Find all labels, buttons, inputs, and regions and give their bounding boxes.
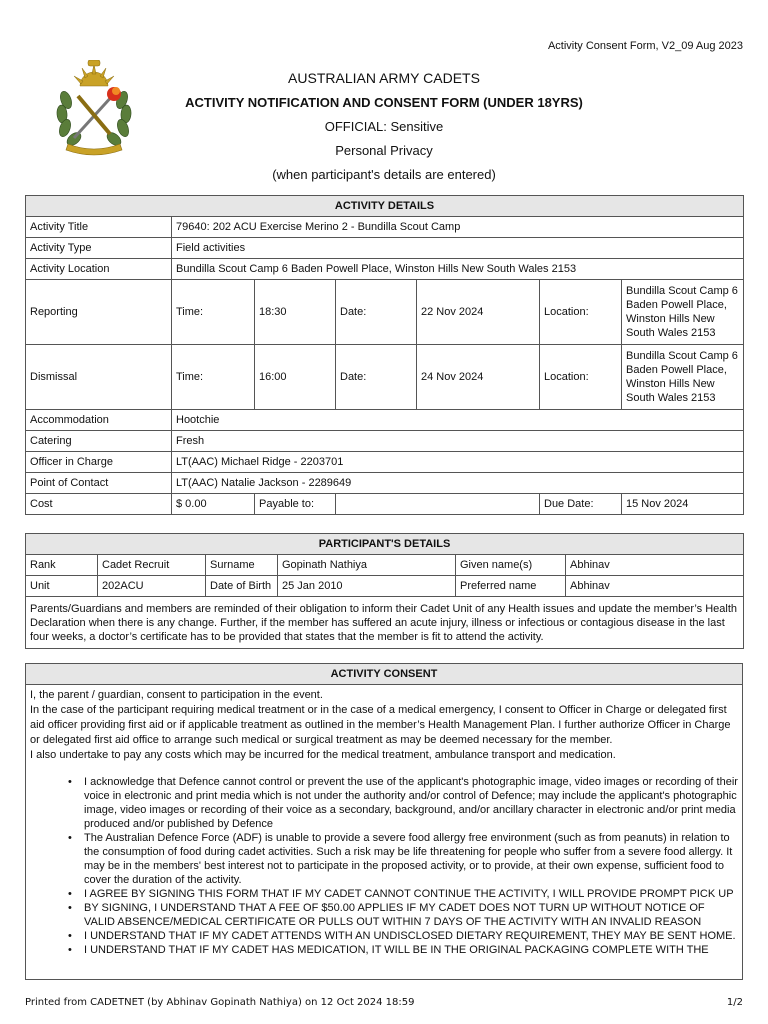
cost-value: $ 0.00 xyxy=(172,494,255,515)
consent-bullet: • I UNDERSTAND THAT IF MY CADET ATTENDS WITH AN UNDISCLOSED DIETARY REQUIREMENT, THEY MAY BE SENT HOME. xyxy=(80,929,738,943)
activity-details-heading: ACTIVITY DETAILS xyxy=(26,196,744,217)
activity-title-label: Activity Title xyxy=(26,217,172,238)
health-declaration-note: Parents/Guardians and members are reminded of their obligation to inform their Cadet Unit of any Health issues and update the member’s Health Declaration when there is any change. Further, if the member has suffered an acute injury, illness or infectious or contagious disease in the last four weeks, a doctor’s certificate has to be provided that states that the member is fit to attend the activity. xyxy=(26,597,744,649)
org-name: AUSTRALIAN ARMY CADETS xyxy=(288,70,480,86)
catering-label: Catering xyxy=(26,431,172,452)
due-date-value: 15 Nov 2024 xyxy=(622,494,744,515)
reporting-location-label: Location: xyxy=(540,280,622,345)
catering-value: Fresh xyxy=(172,431,744,452)
due-date-label: Due Date: xyxy=(540,494,622,515)
dismissal-time-value: 16:00 xyxy=(255,345,336,410)
consent-bullet: • I acknowledge that Defence cannot control or prevent the use of the applicant's photographic image, video images or recording of their voice in electronic and print media which is not under the authority and/or control of Defence; may include the applicant's photographic image, video images or recording of their voice as a secondary, background, and/or ancillary character in electronic and/or print media produced and/or published by Defence xyxy=(80,775,738,831)
form-version: Activity Consent Form, V2_09 Aug 2023 xyxy=(547,40,743,52)
reporting-location-value: Bundilla Scout Camp 6 Baden Powell Place, Winston Hills New South Wales 2153 xyxy=(622,280,744,345)
dismissal-location-label: Location: xyxy=(540,345,622,410)
dismissal-date-label: Date: xyxy=(336,345,417,410)
dismissal-time-label: Time: xyxy=(172,345,255,410)
preferred-name-label: Preferred name xyxy=(456,576,566,597)
officer-in-charge-value: LT(AAC) Michael Ridge - 2203701 xyxy=(172,452,744,473)
dismissal-label: Dismissal xyxy=(26,345,172,410)
reporting-label: Reporting xyxy=(26,280,172,345)
consent-paragraph: I, the parent / guardian, consent to participation in the event. xyxy=(30,689,323,701)
reporting-date-label: Date: xyxy=(336,280,417,345)
reporting-date-value: 22 Nov 2024 xyxy=(417,280,540,345)
unit-label: Unit xyxy=(26,576,98,597)
consent-bullet-list xyxy=(80,775,738,957)
rank-label: Rank xyxy=(26,555,98,576)
activity-location-value: Bundilla Scout Camp 6 Baden Powell Place, Winston Hills New South Wales 2153 xyxy=(172,259,744,280)
dismissal-date-value: 24 Nov 2024 xyxy=(417,345,540,410)
consent-bullet: • BY SIGNING, I UNDERSTAND THAT A FEE OF $50.00 APPLIES IF MY CADET DOES NOT TURN UP WITHOUT NOTICE OF VALID ABSENCE/MEDICAL CERTIFICATE OR PULLS OUT WITHIN 7 DAYS OF THE ACTIVITY WITH AN INVALID REASON xyxy=(80,901,738,929)
officer-in-charge-label: Officer in Charge xyxy=(26,452,172,473)
activity-location-label: Activity Location xyxy=(26,259,172,280)
accommodation-value: Hootchie xyxy=(172,410,744,431)
given-names-label: Given name(s) xyxy=(456,555,566,576)
consent-paragraph: In the case of the participant requiring medical treatment or in the case of a medical emergency, I consent to Officer in Charge or delegated first aid officer providing first aid or if applicable treatment as outlined in the member’s Health Management Plan. I further authorize Officer in Charge or delegated first aid office to arrange such medical or surgical treatment as may be deemed necessary for the member. xyxy=(30,704,731,746)
activity-title-value: 79640: 202 ACU Exercise Merino 2 - Bundilla Scout Camp xyxy=(172,217,744,238)
dismissal-location-value: Bundilla Scout Camp 6 Baden Powell Place, Winston Hills New South Wales 2153 xyxy=(622,345,744,410)
form-header xyxy=(0,70,768,183)
consent-bullet: • I UNDERSTAND THAT IF MY CADET HAS MEDICATION, IT WILL BE IN THE ORIGINAL PACKAGING COMPLETE WITH THE xyxy=(80,943,738,957)
date-of-birth-value: 25 Jan 2010 xyxy=(278,576,456,597)
form-title: ACTIVITY NOTIFICATION AND CONSENT FORM (UNDER 18YRS) xyxy=(185,95,583,110)
unit-value: 202ACU xyxy=(98,576,206,597)
consent-bullet: • The Australian Defence Force (ADF) is unable to provide a severe food allergy free environment (such as from peanuts) in relation to the consumption of food during cadet activities. Such a risk may be life threatening for people who suffer from a severe food allergy. It may be in the members' best interest not to participate in the proposed activity, or to provide, at their own expense, sufficient food to cover the duration of the activity. xyxy=(80,831,738,887)
activity-type-label: Activity Type xyxy=(26,238,172,259)
privacy-label: Personal Privacy xyxy=(335,143,433,158)
consent-paragraph: I also undertake to pay any costs which may be incurred for the medical treatment, ambulance transport and medication. xyxy=(30,749,616,761)
consent-bullet: • I AGREE BY SIGNING THIS FORM THAT IF MY CADET CANNOT CONTINUE THE ACTIVITY, I WILL PROVIDE PROMPT PICK UP xyxy=(80,887,738,901)
surname-label: Surname xyxy=(206,555,278,576)
page-number: 1/2 xyxy=(726,997,743,1008)
point-of-contact-value: LT(AAC) Natalie Jackson - 2289649 xyxy=(172,473,744,494)
date-of-birth-label: Date of Birth xyxy=(206,576,278,597)
payable-to-value xyxy=(336,494,540,515)
payable-to-label: Payable to: xyxy=(255,494,336,515)
participant-details-heading: PARTICIPANT'S DETAILS xyxy=(26,534,744,555)
reporting-time-label: Time: xyxy=(172,280,255,345)
participant-details-table xyxy=(25,533,744,649)
activity-details-table xyxy=(25,195,744,515)
point-of-contact-label: Point of Contact xyxy=(26,473,172,494)
rank-value: Cadet Recruit xyxy=(98,555,206,576)
printed-from-footer: Printed from CADETNET (by Abhinav Gopinath Nathiya) on 12 Oct 2024 18:59 xyxy=(25,997,415,1008)
given-names-value: Abhinav xyxy=(566,555,744,576)
preferred-name-value: Abhinav xyxy=(566,576,744,597)
accommodation-label: Accommodation xyxy=(26,410,172,431)
activity-consent-heading: ACTIVITY CONSENT xyxy=(26,664,742,685)
activity-type-value: Field activities xyxy=(172,238,744,259)
classification: OFFICIAL: Sensitive xyxy=(324,119,444,134)
privacy-note: (when participant's details are entered) xyxy=(272,167,496,182)
reporting-row xyxy=(26,280,744,345)
surname-value: Gopinath Nathiya xyxy=(278,555,456,576)
dismissal-row xyxy=(26,345,744,410)
activity-consent-section xyxy=(25,663,743,980)
reporting-time-value: 18:30 xyxy=(255,280,336,345)
cost-label: Cost xyxy=(26,494,172,515)
